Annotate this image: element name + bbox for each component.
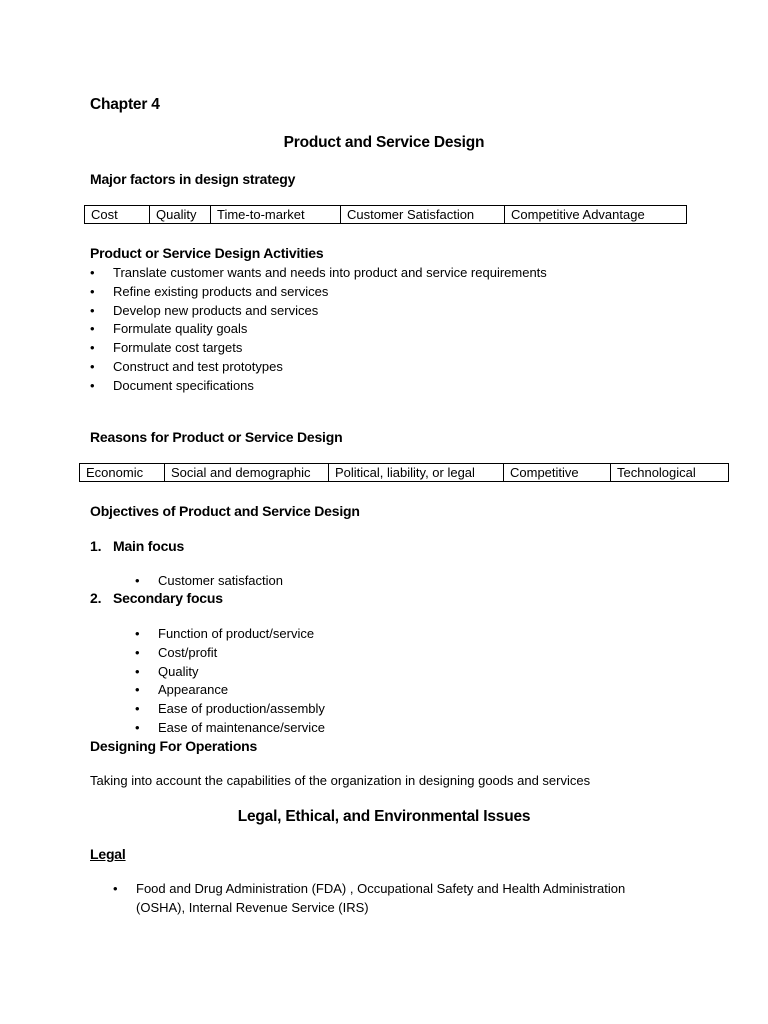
legal-section-title: Legal, Ethical, and Environmental Issues (237, 808, 531, 825)
list-item: • Appearance (158, 681, 325, 700)
list-item: • Document specifications (113, 377, 547, 396)
activities-heading: Product or Service Design Activities (90, 245, 324, 261)
reasons-table (79, 463, 729, 482)
legal-list (136, 880, 676, 917)
objectives-heading: Objectives of Product and Service Design (90, 503, 360, 519)
bullet-icon (90, 302, 95, 321)
reason-cell: Competitive (504, 464, 611, 482)
list-item: • Translate customer wants and needs into product and service requirements (113, 264, 547, 283)
reasons-heading: Reasons for Product or Service Design (90, 429, 343, 445)
list-item: • Quality (158, 663, 325, 682)
reason-cell: Political, liability, or legal (329, 464, 504, 482)
bullet-icon (90, 320, 95, 339)
bullet-icon (135, 644, 140, 663)
bullet-icon (135, 719, 140, 738)
bullet-icon (135, 572, 140, 590)
list-item: • Ease of production/assembly (158, 700, 325, 719)
list-item: • Cost/profit (158, 644, 325, 663)
factor-cell: Cost (85, 206, 150, 224)
bullet-icon (135, 625, 140, 644)
reason-cell: Social and demographic (165, 464, 329, 482)
secondary-focus-heading: Secondary focus (113, 590, 223, 606)
list-item: • Formulate cost targets (113, 339, 547, 358)
bullet-icon (90, 264, 95, 283)
activities-list (113, 264, 547, 396)
list-item: • Customer satisfaction (158, 572, 283, 590)
secondary-focus-list (158, 625, 325, 738)
bullet-icon (90, 283, 95, 302)
secondary-focus-number: 2. (90, 590, 102, 606)
reason-cell: Technological (611, 464, 729, 482)
bullet-icon (90, 358, 95, 377)
bullet-icon (135, 663, 140, 682)
list-item: • Construct and test prototypes (113, 358, 547, 377)
bullet-icon (135, 700, 140, 719)
main-focus-list (158, 572, 283, 590)
factor-cell: Customer Satisfaction (341, 206, 505, 224)
legal-heading: Legal (90, 846, 126, 862)
page-title: Product and Service Design (283, 134, 485, 151)
factor-cell: Quality (150, 206, 211, 224)
list-item: • Formulate quality goals (113, 320, 547, 339)
factors-heading: Major factors in design strategy (90, 171, 296, 187)
main-focus-heading: Main focus (113, 538, 185, 554)
factors-table (84, 205, 687, 224)
factor-cell: Time-to-market (211, 206, 341, 224)
reason-cell: Economic (80, 464, 165, 482)
list-item: • Develop new products and services (113, 302, 547, 321)
list-item: • Function of product/service (158, 625, 325, 644)
operations-heading: Designing For Operations (90, 738, 258, 754)
bullet-icon (113, 880, 118, 899)
operations-text: Taking into account the capabilities of the organization in designing goods and services (90, 773, 591, 788)
bullet-icon (90, 339, 95, 358)
factor-cell: Competitive Advantage (505, 206, 687, 224)
list-item: • Refine existing products and services (113, 283, 547, 302)
bullet-icon (90, 377, 95, 396)
bullet-icon (135, 681, 140, 700)
list-item: • Ease of maintenance/service (158, 719, 325, 738)
chapter-label: Chapter 4 (90, 96, 160, 113)
list-item: • Food and Drug Administration (FDA) , Occupational Safety and Health Administration (OSHA), Internal Revenue Service (IRS) (136, 880, 676, 917)
main-focus-number: 1. (90, 538, 102, 554)
